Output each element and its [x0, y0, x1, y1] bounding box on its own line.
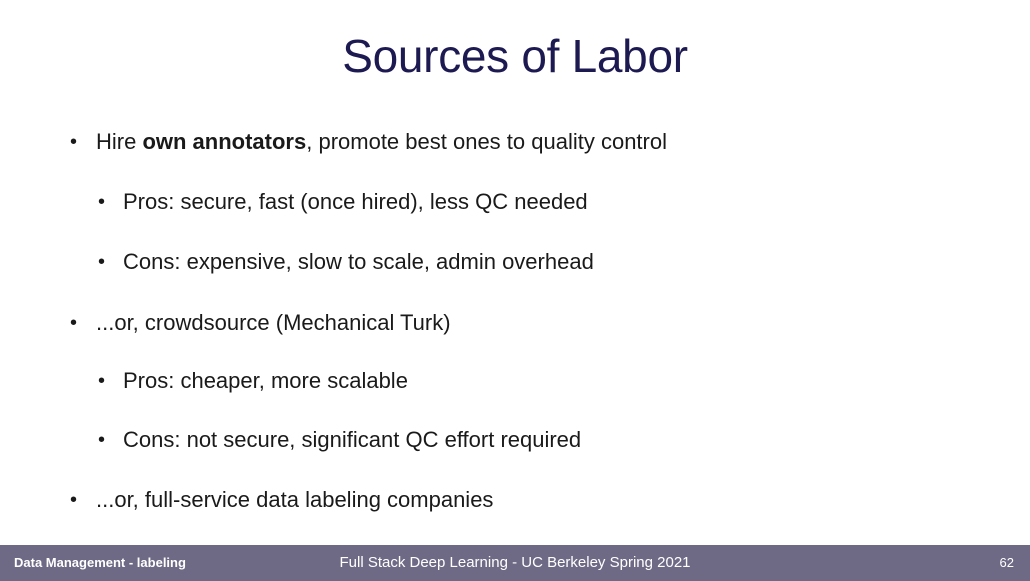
footer-section-label: Data Management - labeling [14, 555, 186, 570]
footer-bar [0, 545, 1030, 581]
bullet-item [70, 128, 667, 156]
bullet-dot-icon: • [70, 312, 78, 334]
bullet-text: Pros: secure, fast (once hired), less QC needed [123, 189, 588, 214]
sub-bullet-item [98, 426, 582, 454]
bullet-text: Pros: cheaper, more scalable [123, 368, 408, 393]
bullet-text-pre: Hire [96, 129, 143, 154]
bullet-text-bold: own annotators [142, 129, 307, 154]
bullet-text-post: , promote best ones to quality control [306, 129, 667, 154]
bullet-text: Cons: not secure, significant QC effort required [123, 427, 582, 452]
bullet-dot-icon: • [98, 191, 106, 213]
bullet-text: ...or, full-service data labeling companies [96, 487, 494, 512]
sub-bullet-item [98, 248, 594, 276]
page-number: 62 [999, 555, 1014, 570]
bullet-dot-icon: • [98, 251, 106, 273]
bullet-dot-icon: • [98, 370, 106, 392]
bullet-text: ...or, crowdsource (Mechanical Turk) [96, 310, 451, 335]
bullet-dot-icon: • [70, 131, 78, 153]
bullet-dot-icon: • [98, 429, 106, 451]
bullet-item [70, 486, 494, 514]
slide-title: Sources of Labor [342, 30, 688, 82]
bullet-item [70, 309, 451, 337]
sub-bullet-item [98, 188, 588, 216]
bullet-dot-icon: • [70, 489, 78, 511]
bullet-text: Cons: expensive, slow to scale, admin overhead [123, 249, 594, 274]
sub-bullet-item [98, 367, 408, 395]
footer-course-title: Full Stack Deep Learning - UC Berkeley Spring 2021 [339, 554, 691, 571]
